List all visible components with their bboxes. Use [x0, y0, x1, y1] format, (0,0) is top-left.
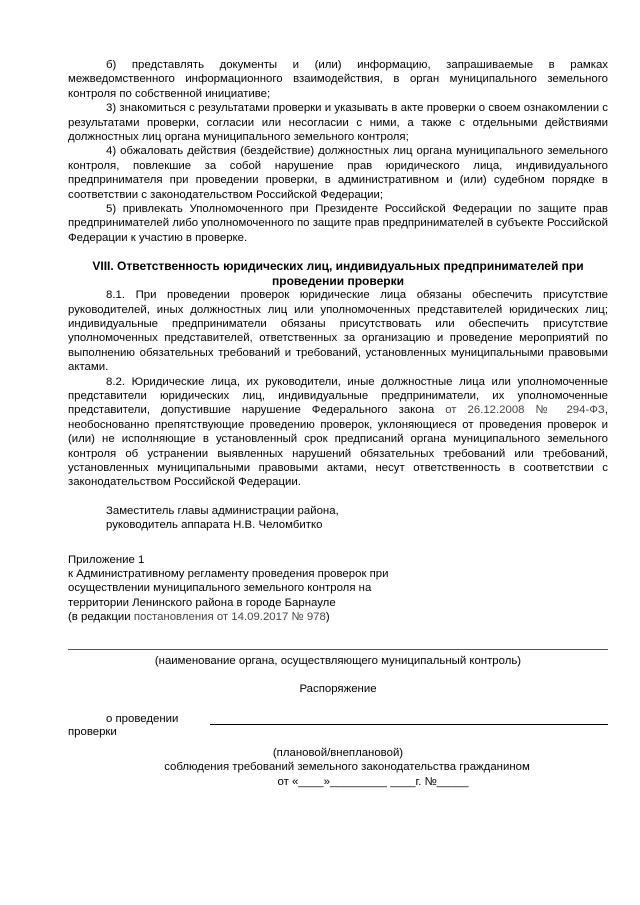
paragraph-8-2	[68, 375, 608, 490]
spacer	[68, 245, 608, 259]
about-label: о проведении	[106, 713, 179, 726]
type-caption: (плановой/внеплановой)	[272, 746, 404, 759]
resolution-link[interactable]: постановления от 14.09.2017 № 978	[133, 611, 326, 624]
item-3: 3) знакомиться с результатами проверки и указывать в акте проверки о своем ознакомлении с результатами проверки, согласии или несогласии с ними, а также с отдельными действиями должностных лиц органа муниципального земельного контроля;	[68, 102, 608, 144]
about-row	[68, 712, 608, 725]
spacer	[68, 533, 608, 547]
appendix-line-5	[68, 610, 608, 624]
section-title: VIII. Ответственность юридических лиц, индивидуальных предпринимателей при проведении проверки	[92, 259, 584, 288]
appendix-line-4: территории Ленинского района в городе Барнауле	[68, 596, 336, 609]
appendix-line-2: к Административному регламенту проведения проверок при	[68, 568, 389, 580]
date-number-line: от «____»_________ ____г. №_____	[277, 775, 469, 788]
order-title: Распоряжение	[299, 683, 377, 696]
p82-text-a: 8.2. Юридические лица, их руководители, иные должностные лица или уполномоченные представители юридических лиц, индивидуальные предприниматели, их уполномоченные представители, допустившие нарушение Федерального закона	[68, 375, 608, 417]
paragraph-8-1: 8.1. При проведении проверок юридические лица обязаны обеспечить присутствие руководителей, иных должностных лиц или уполномоченных представителей юридических лиц; индивидуальные предприниматели обязаны присутствовать или обеспечить присутствие уполномоченных представителей, ответственных за организацию и проведение мероприятий по выполнению обязательных требований и требований, установленных муниципальными правовыми актами.	[68, 289, 608, 374]
appendix-edition-suffix: )	[325, 611, 330, 624]
appendix-edition-prefix: (в редакции	[68, 611, 134, 624]
org-caption: (наименование органа, осуществляющего муниципальный контроль)	[154, 654, 522, 667]
appendix-line-3: осуществлении муниципального земельного контроля на	[68, 582, 372, 595]
compliance-line: соблюдения требований земельного законодательства гражданином	[164, 761, 530, 774]
appendix-line-1: Приложение 1	[68, 553, 145, 566]
item-b: б) представлять документы и (или) информацию, запрашиваемые в рамках межведомственного информационного взаимодействия, в орган муниципального земельного контроля по собственной инициативе;	[68, 59, 608, 100]
item-4: 4) обжаловать действия (бездействие) должностных лиц органа муниципального земельного контроля, повлекшие за собой нарушение прав юридического лица, индивидуального предпринимателя при проведении проверки, в административном и (или) судебном порядке в соответствии с законодательством Российской Федерации;	[68, 145, 608, 201]
spacer	[68, 490, 608, 504]
check-label: проверки	[68, 726, 117, 739]
item-5: 5) привлекать Уполномоченного при Президенте Российской Федерации по защите прав предпринимателей либо уполномоченного по защите прав предпринимателей в субъекте Российской Федерации к участию в проверке.	[68, 203, 608, 244]
document-page	[68, 58, 608, 789]
signature-line-2: руководитель аппарата Н.В. Челомбитко	[106, 519, 323, 532]
appendix-block	[68, 553, 608, 625]
signature-line-1: Заместитель главы администрации района,	[106, 504, 339, 517]
p82-text-b: , необоснованно препятствующие проведению проверок, уклоняющиеся от проведения проверок и (или) не исполняющие в установленный срок предписаний органа муниципального земельного контроля об устранении выявленных нарушений обязательных требований или требований, установленных муниципальными правовыми актами, несут ответственность в соответствии с законодательством Российской Федерации.	[68, 404, 608, 489]
inspection-subject-line[interactable]	[210, 712, 608, 725]
law-reference-link[interactable]: от 26.12.2008 № 294-ФЗ	[445, 404, 605, 417]
